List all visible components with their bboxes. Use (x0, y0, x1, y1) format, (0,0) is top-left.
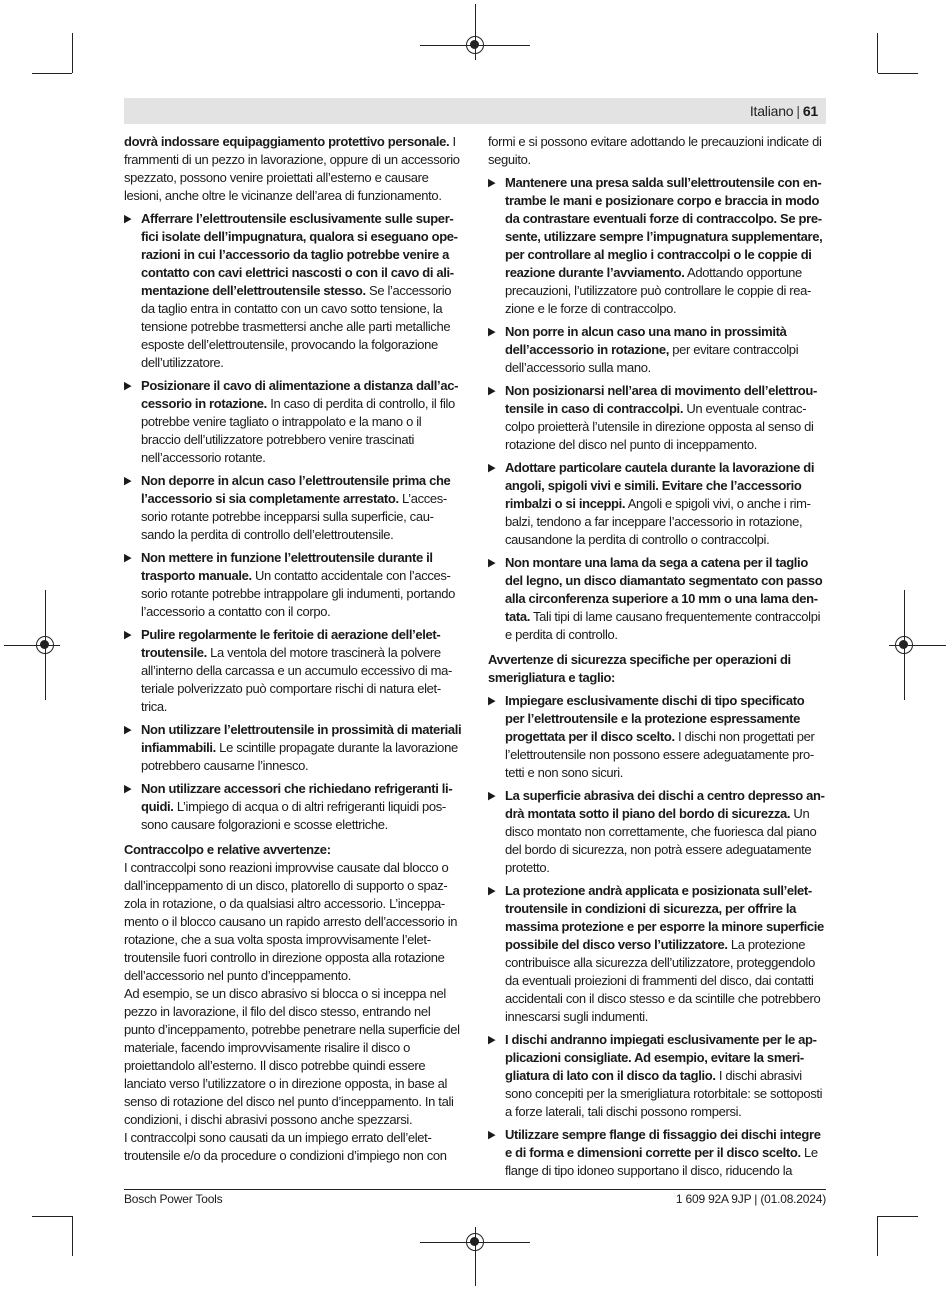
item-text: Le flange di tipo idoneo supportano il disco, riducendo la (505, 1145, 818, 1178)
page-header (124, 98, 826, 124)
right-item-1 (488, 174, 826, 318)
bullet-triangle-icon: ▶ (124, 724, 132, 736)
left-item-5 (124, 626, 462, 716)
item-bold: La superficie abrasiva dei dischi a centro depresso andrà montata sotto il piano del bordo di sicurezza. (505, 788, 825, 821)
item-text: I dischi abrasivi sono concepiti per la smerigliatura rotorbitale: se sottoposti a forze laterali, tali dischi possono rompersi. (505, 1068, 823, 1119)
registration-mark-icon (466, 36, 484, 54)
right-item-8 (488, 882, 826, 1026)
item-bold: Pulire regolarmente le feritoie di aerazione dell’elettroutensile. (141, 627, 441, 660)
left-intro-paragraph (124, 133, 462, 205)
left-item-3 (124, 472, 462, 544)
item-text: In caso di perdita di controllo, il filo potrebbe venire tagliato o intrappolato e la mano o il braccio dell’utilizzatore potrebbero venire trascinati nell’accessorio rotante. (141, 396, 455, 465)
item-bold: I dischi andranno impiegati esclusivamente per le applicazioni consigliate. Ad esempio, evitare la smerigliatura di lato con il disco da taglio. (505, 1032, 817, 1083)
item-bold: Non utilizzare accessori che richiedano refrigeranti liquidi. (141, 781, 453, 814)
crop-mark (72, 33, 73, 73)
footer-brand: Bosch Power Tools (124, 1192, 223, 1206)
left-item-1 (124, 210, 462, 372)
bullet-triangle-icon: ▶ (124, 629, 132, 641)
left-intro-bold: dovrà indossare equipaggiamento protettivo personale. (124, 134, 450, 149)
registration-line (4, 645, 34, 646)
crop-mark (32, 1216, 72, 1217)
item-text: L’accessorio rotante potrebbe incepparsi sulla superficie, causando la perdita di controllo dell’elettroutensile. (141, 491, 448, 542)
crop-mark (878, 73, 918, 74)
bullet-triangle-icon: ▶ (488, 326, 496, 338)
item-text: L’impiego di acqua o di altri refrigeranti liquidi possono causare folgorazioni e scosse elettriche. (141, 799, 447, 832)
item-bold: Non porre in alcun caso una mano in prossimità dell’accessorio in rotazione, (505, 324, 787, 357)
item-text: Angoli e spigoli vivi, o anche i rimbalzi, tendono a far inceppare l’accessorio in rotazione, causandone la perdita di controllo o contraccolpi. (505, 496, 811, 547)
item-text: Le scintille propagate durante la lavorazione potrebbero causarne l’innesco. (141, 740, 458, 773)
right-item-7 (488, 787, 826, 877)
registration-mark-icon (466, 1233, 484, 1251)
left-intro-text: I frammenti di un pezzo in lavorazione, oppure di un accessorio spezzato, possono venire proiettati all’esterno e causare lesioni, anche oltre le vicinanze dell’area di funzionamento. (124, 134, 460, 203)
item-bold: Utilizzare sempre flange di fissaggio dei dischi integre e di forma e dimensioni corrette per il disco scelto. (505, 1127, 821, 1160)
item-bold: Non posizionarsi nell’area di movimento dell’elettroutensile in caso di contraccolpi. (505, 383, 818, 416)
section-heading-grinding: Avvertenze di sicurezza specifiche per operazioni di smerigliatura e taglio: (488, 652, 791, 685)
item-bold: Adottare particolare cautela durante la lavorazione di angoli, spigoli vivi e simili. Evitare che l’accessorio rimbalzi o si inceppi. (505, 460, 815, 511)
right-item-3 (488, 382, 826, 454)
left-column (124, 133, 462, 1165)
bullet-triangle-icon: ▶ (488, 790, 496, 802)
header-separator: | (796, 103, 800, 119)
item-bold: Afferrare l’elettroutensile esclusivamente sulle superfici isolate dell’impugnatura, qualora si eseguano operazioni in cui l’accessorio da taglio potrebbe venire a contatto con cavi elettrici nascosti o con il cavo di alimentazione dell’elettroutensile stesso. (141, 211, 459, 298)
item-text: Se l’accessorio da taglio entra in contatto con un cavo sotto tensione, la tensione potrebbe trasmettersi anche alle parti metalliche esposte dell’elettroutensile, provocando la folgorazione dell’utilizzatore. (141, 283, 452, 370)
left-item-7 (124, 780, 462, 834)
item-text: Adottando opportune precauzioni, l’utilizzatore può controllare le coppie di reazione e le forze di contraccolpo. (505, 265, 812, 316)
kickback-paragraph-1: I contraccolpi sono reazioni improvvise causate dal blocco o dall’inceppamento di un disco, platorello di supporto o spazzola in rotazione, o da qualsiasi altro accessorio. L’inceppamento o il blocco causano un rapido arresto dell’accessorio in rotazione, che a sua volta sposta improvvisamente l’elettroutensile fuori controllo in direzione opposta alla rotazione dell’accessorio nel punto d’inceppamento. (124, 860, 458, 983)
right-item-6 (488, 692, 826, 782)
bullet-triangle-icon: ▶ (124, 552, 132, 564)
left-item-2 (124, 377, 462, 467)
item-text: per evitare contraccolpi dell’accessorio sulla mano. (505, 342, 799, 375)
registration-line (475, 4, 476, 34)
item-bold: Non montare una lama da sega a catena per il taglio del legno, un disco diamantato segmentato con passo alla circonferenza superiore a 10 mm o una lama dentata. (505, 555, 823, 624)
registration-mark-icon (36, 636, 54, 654)
item-bold: Non mettere in funzione l’elettroutensile durante il trasporto manuale. (141, 550, 433, 583)
bullet-triangle-icon: ▶ (488, 177, 496, 189)
bullet-triangle-icon: ▶ (488, 885, 496, 897)
right-item-2 (488, 323, 826, 377)
crop-mark (72, 1216, 73, 1256)
item-bold: Mantenere una presa salda sull’elettroutensile con entrambe le mani e posizionare corpo e braccia in modo da contrastare eventuali forze di contraccolpo. Se presente, utilizzare sempre l’impugnatura supplementare, per controllare al meglio i contraccolpi o le coppie di reazione durante l’avviamento. (505, 175, 823, 280)
crop-mark (877, 33, 878, 73)
bullet-triangle-icon: ▶ (488, 695, 496, 707)
right-column (488, 133, 826, 1180)
bullet-triangle-icon: ▶ (124, 213, 132, 225)
crop-mark (878, 1216, 918, 1217)
bullet-triangle-icon: ▶ (124, 475, 132, 487)
right-item-10 (488, 1126, 826, 1180)
right-item-5 (488, 554, 826, 644)
bullet-triangle-icon: ▶ (488, 1129, 496, 1141)
header-language: Italiano (749, 103, 794, 119)
bullet-triangle-icon: ▶ (488, 385, 496, 397)
item-bold: La protezione andrà applicata e posizionata sull’elettroutensile in condizioni di sicurezza, per offrire la massima protezione e per esporre la minore superficie possibile del disco verso l’utilizzatore. (505, 883, 824, 952)
right-intro-paragraph: formi e si possono evitare adottando le precauzioni indicate di seguito. (488, 134, 822, 167)
item-text: La protezione contribuisce alla sicurezza dell’utilizzatore, proteggendolo da eventuali proiezioni di frammenti del disco, dai contatti accidentali con il disco stesso e da scintille che potrebbero innescarsi sugli indumenti. (505, 937, 821, 1024)
right-item-4 (488, 459, 826, 549)
item-text: I dischi non progettati per l’elettroutensile non possono essere adeguatamente protetti e non sono sicuri. (505, 729, 815, 780)
bullet-triangle-icon: ▶ (124, 783, 132, 795)
left-item-6 (124, 721, 462, 775)
bullet-triangle-icon: ▶ (124, 380, 132, 392)
crop-mark (877, 1216, 878, 1256)
footer-doc-id: 1 609 92A 9JP | (01.08.2024) (675, 1192, 826, 1206)
item-text: Tali tipi di lame causano frequentemente contraccolpi e perdita di controllo. (505, 609, 821, 642)
item-text: Un contatto accidentale con l’accessorio rotante potrebbe intrappolare gli indumenti, portando l’accessorio a contatto con il corpo. (141, 568, 455, 619)
page-number: 61 (802, 103, 818, 119)
bullet-triangle-icon: ▶ (488, 557, 496, 569)
header-text (750, 103, 818, 119)
item-bold: Posizionare il cavo di alimentazione a distanza dall’accessorio in rotazione. (141, 378, 459, 411)
bullet-triangle-icon: ▶ (488, 462, 496, 474)
registration-line (916, 645, 946, 646)
item-bold: Impiegare esclusivamente dischi di tipo specificato per l’elettroutensile e la protezione espressamente progettata per il disco scelto. (505, 693, 805, 744)
item-text: Un disco montato non correttamente, che fuoriesca dal piano del bordo di sicurezza, non potrà essere adeguatamente protetto. (505, 806, 817, 875)
registration-line (475, 1256, 476, 1286)
kickback-paragraph-3: I contraccolpi sono causati da un impiego errato dell’elettroutensile e/o da procedure o condizioni d’impiego non con (124, 1130, 447, 1163)
item-text: La ventola del motore trascinerà la polvere all’interno della carcassa e un accumulo eccessivo di materiale polverizzato può comportare rischi di natura elettrica. (141, 645, 453, 714)
kickback-paragraph-2: Ad esempio, se un disco abrasivo si blocca o si inceppa nel pezzo in lavorazione, il filo del disco stesso, entrando nel punto d’inceppamento, potrebbe penetrare nella superficie del materiale, facendo improvvisamente risalire il disco o proiettandolo all’esterno. Il disco potrebbe quindi essere lanciato verso l’utilizzatore o in direzione opposta, in base al senso di rotazione del disco nel punto d’inceppamento. In tali condizioni, i dischi abrasivi possono anche spezzarsi. (124, 986, 460, 1127)
item-text: Un eventuale contraccolpo proietterà l’utensile in direzione opposta al senso di rotazione del disco nel punto di inceppamento. (505, 401, 814, 452)
footer-rule (124, 1189, 826, 1190)
registration-mark-icon (895, 636, 913, 654)
crop-mark (32, 73, 72, 74)
left-item-4 (124, 549, 462, 621)
section-heading-kickback: Contraccolpo e relative avvertenze: (124, 842, 331, 857)
bullet-triangle-icon: ▶ (488, 1034, 496, 1046)
item-bold: Non utilizzare l’elettroutensile in prossimità di materiali infiammabili. (141, 722, 462, 755)
item-bold: Non deporre in alcun caso l’elettroutensile prima che l’accessorio si sia completamente arrestato. (141, 473, 451, 506)
right-item-9 (488, 1031, 826, 1121)
